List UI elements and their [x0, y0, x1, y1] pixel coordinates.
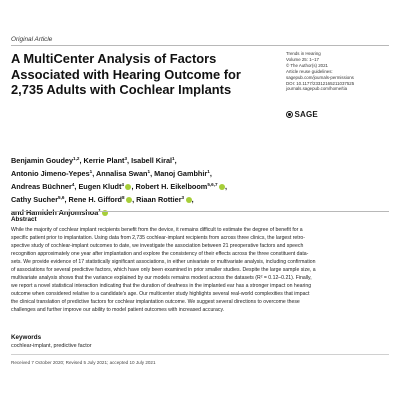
permissions-link[interactable]: sagepub.com/journals-permissions	[286, 74, 354, 80]
sage-logo-icon	[286, 111, 293, 118]
keywords-divider	[11, 354, 389, 355]
author-name: Antonio Jimeno-Yepes	[11, 169, 90, 178]
affiliation-sup: 1	[207, 169, 210, 174]
abstract-line: spective study of cochlear-implant outcomes to date, we investigate the association between 21 preoperative factors and speech	[11, 243, 304, 250]
journal-volume: Volume 25: 1–17	[286, 56, 319, 62]
abstract-line: recognition approximately one year after implantation and explore the consistency of their effects across the three constituent data-	[11, 251, 309, 258]
author-name: , Riaan Rottier	[132, 195, 182, 204]
journal-home-link[interactable]: journals.sagepub.com/home/tia	[286, 86, 348, 92]
author-sep: ,	[191, 195, 194, 204]
reuse-guidelines: Article reuse guidelines:	[286, 68, 333, 74]
article-title	[11, 51, 273, 98]
author-name: , Rene H. Gifford	[64, 195, 123, 204]
affiliation-sup: 4	[121, 182, 124, 187]
author-name: Andreas Büchner	[11, 182, 72, 191]
author-list	[11, 153, 311, 218]
abstract-line: While the majority of cochlear implant recipients benefit from the device, it remains difficult to estimate the degree of benefit for a	[11, 227, 303, 233]
publisher-logo	[286, 110, 318, 119]
abstract-line: of associations for several predictive factors, which have only been examined in prior smaller studies. Despite the large sample size, a	[11, 267, 316, 274]
author-name: Cathy Sucher	[11, 195, 59, 204]
author-name: , Isabell Kiral	[127, 156, 173, 165]
affiliation-sup: 1	[147, 169, 151, 174]
author-line	[11, 179, 311, 192]
article-type-label: Original Article	[11, 36, 53, 43]
affiliation-sup: 1	[98, 208, 101, 213]
author-sep: ,	[225, 182, 228, 191]
abstract-heading: Abstract	[11, 216, 37, 223]
copyright: © The Author(s) 2021	[286, 62, 328, 68]
affiliation-sup: 5,6	[58, 195, 65, 200]
abstract-line: multivariate analysis shows that the variance explained by our models remains modest across the datasets (R² = 0.12–0.21). Finally,	[11, 275, 312, 282]
author-line	[11, 153, 311, 166]
publisher-name: SAGE	[294, 110, 318, 119]
title-line: A MultiCenter Analysis of Factors	[11, 51, 217, 66]
author-name: Benjamin Goudey	[11, 156, 74, 165]
title-line: Associated with Hearing Outcome for	[11, 66, 241, 82]
affiliation-sup: 4	[71, 182, 75, 187]
received-dates: Received 7 October 2020; Revised 5 July 2021; accepted 10 July 2021	[11, 360, 156, 365]
keywords-heading: Keywords	[11, 334, 42, 341]
doi[interactable]: DOI: 10.1177/23312165211037525	[286, 80, 355, 86]
author-name: , Robert H. Eikelboom	[131, 182, 208, 191]
author-sep: ,	[209, 169, 212, 178]
author-name: and Hamideh Anjomshoa	[11, 208, 99, 217]
affiliation-sup: 8	[122, 195, 125, 200]
author-line	[11, 192, 311, 205]
abstract-line: sets. We provide evidence of 17 statistically significant associations, in either univariate or multivariate analysis, including confirmation	[11, 259, 316, 266]
abstract-body	[11, 226, 389, 315]
author-name: , Kerrie Plant	[79, 156, 125, 165]
author-sep: ,	[174, 156, 177, 165]
abstract-divider	[11, 211, 389, 212]
author-line	[11, 166, 311, 179]
affiliation-sup: 1	[89, 169, 93, 174]
affiliation-sup: 1,2	[73, 156, 80, 161]
affiliation-sup: 5,6,7	[207, 182, 218, 187]
abstract-line: challenges and further improve our ability to model patient outcomes with increased accuracy.	[11, 307, 225, 314]
title-line: 2,735 Adults with Cochlear Implants	[11, 82, 232, 97]
author-name: , Eugen Kludt	[74, 182, 122, 191]
journal-info	[286, 51, 390, 92]
abstract-line: we report a novel statistical interaction indicating that the duration of deafness in the implanted ear has a stronger impact on hearing	[11, 283, 312, 290]
affiliation-sup: 3	[181, 195, 185, 200]
abstract-line: outcome when considered relative to a candidate's age. Our multicenter study highlights several real-world complexities that impact	[11, 291, 310, 298]
abstract-line: specific patient prior to implantation. Using data from 2,735 cochlear-implant recipients from across three clinics, the largest retro-	[11, 235, 306, 242]
journal-name: Trends in Hearing	[286, 51, 321, 56]
keywords-text: cochlear-implant, predictive factor	[11, 343, 92, 349]
header-divider	[11, 45, 389, 46]
affiliation-sup: 3	[124, 156, 128, 161]
author-name: , Annalisa Swan	[92, 169, 148, 178]
abstract-line: the clinical translation of predictive factors for cochlear implantation outcome. We suggest several directions to overcome these	[11, 299, 300, 306]
affiliation-sup: 1	[172, 156, 175, 161]
author-name: , Manoj Gambhir	[150, 169, 208, 178]
